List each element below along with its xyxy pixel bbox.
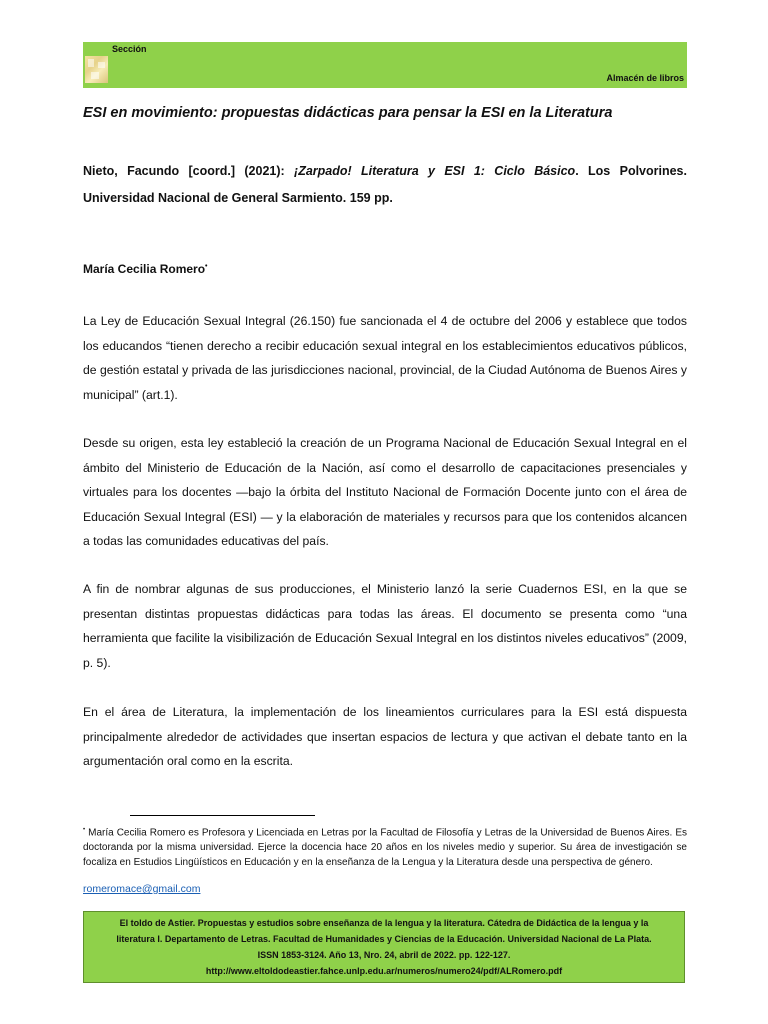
reference-authors: Nieto, Facundo [coord.] (2021):	[83, 164, 295, 178]
body-paragraph: En el área de Literatura, la implementación de los lineamientos curriculares para la ESI está dispuesta principalmente alrededor de actividades que insertan espacios de lectura y que activan el debate tanto en la argumentación oral como en la escrita.	[83, 705, 687, 768]
review-author	[83, 262, 208, 276]
section-name: Almacén de libros	[606, 73, 684, 83]
footer-url[interactable]: http://www.eltoldodeastier.fahce.unlp.edu.ar/numeros/numero24/pdf/ALRomero.pdf	[205, 966, 563, 976]
footnote-text: María Cecilia Romero es Profesora y Licenciada en Letras por la Facultad de Filosofía y Letras de la Universidad de Buenos Aires. Es doctoranda por la misma universidad. Ejerce la docencia hace 20 años en los niveles medio y superior. Su área de investigación se focaliza en Estudios Lingüísticos en Educación y en la enseñanza de la Lengua y la Literatura desde una perspectiva de género.	[83, 827, 687, 869]
footer-line: ISSN 1853-3124. Año 13, Nro. 24, abril de 2022. pp. 122-127.	[257, 950, 511, 960]
body-paragraph: Desde su origen, esta ley estableció la creación de un Programa Nacional de Educación Sexual Integral en el ámbito del Ministerio de Educación de la Nación, así como el desarrollo de capacitaciones presenciales y virtuales para los docentes —bajo la órbita del Instituto Nacional de Formación Docente junto con el área de Educación Sexual Integral (ESI) — y la elaboración de materiales y recursos para que los contenidos alcancen a todas las comunidades educativas del país.	[83, 436, 687, 548]
body-paragraph: A fin de nombrar algunas de sus producciones, el Ministerio lanzó la serie Cuadernos ESI, en la que se presentan distintas propuestas didácticas para todas las áreas. El documento se presenta como “una herramienta que facilite la visibilización de Educación Sexual Integral en los distintos niveles educativos” (2009, p. 5).	[83, 582, 687, 670]
author-email-link[interactable]: romeromace@gmail.com	[83, 883, 201, 895]
footer-line: literatura I. Departamento de Letras. Facultad de Humanidades y Ciencias de la Educación. Universidad Nacional de La Plata.	[116, 934, 652, 944]
journal-footer-band	[83, 911, 685, 983]
section-label: Sección	[112, 44, 147, 54]
author-footnote	[83, 823, 687, 870]
author-name: María Cecilia Romero	[83, 262, 206, 276]
book-reference	[83, 158, 687, 212]
footer-line: El toldo de Astier. Propuestas y estudios sobre enseñanza de la lengua y la literatura. Cátedra de Didáctica de la lengua y la	[119, 918, 649, 928]
journal-logo	[85, 56, 108, 83]
section-header-band	[83, 42, 687, 88]
reference-publisher: . Los Polvorines. Universidad Nacional de General Sarmiento. 159 pp.	[83, 164, 687, 205]
body-paragraph: La Ley de Educación Sexual Integral (26.150) fue sancionada el 4 de octubre del 2006 y establece que todos los educandos “tienen derecho a recibir educación sexual integral en los establecimientos educativos públicos, de gestión estatal y privada de las jurisdicciones nacional, provincial, de la Ciudad Autónoma de Buenos Aires y municipal” (art.1).	[83, 314, 687, 402]
footnote-marker: •	[83, 827, 86, 833]
author-footnote-marker: •	[205, 263, 208, 270]
reference-book-title: ¡Zarpado! Literatura y ESI 1: Ciclo Básico	[294, 164, 576, 178]
article-title: ESI en movimiento: propuestas didácticas para pensar la ESI en la Literatura	[83, 105, 613, 121]
footnote-divider	[130, 815, 315, 816]
